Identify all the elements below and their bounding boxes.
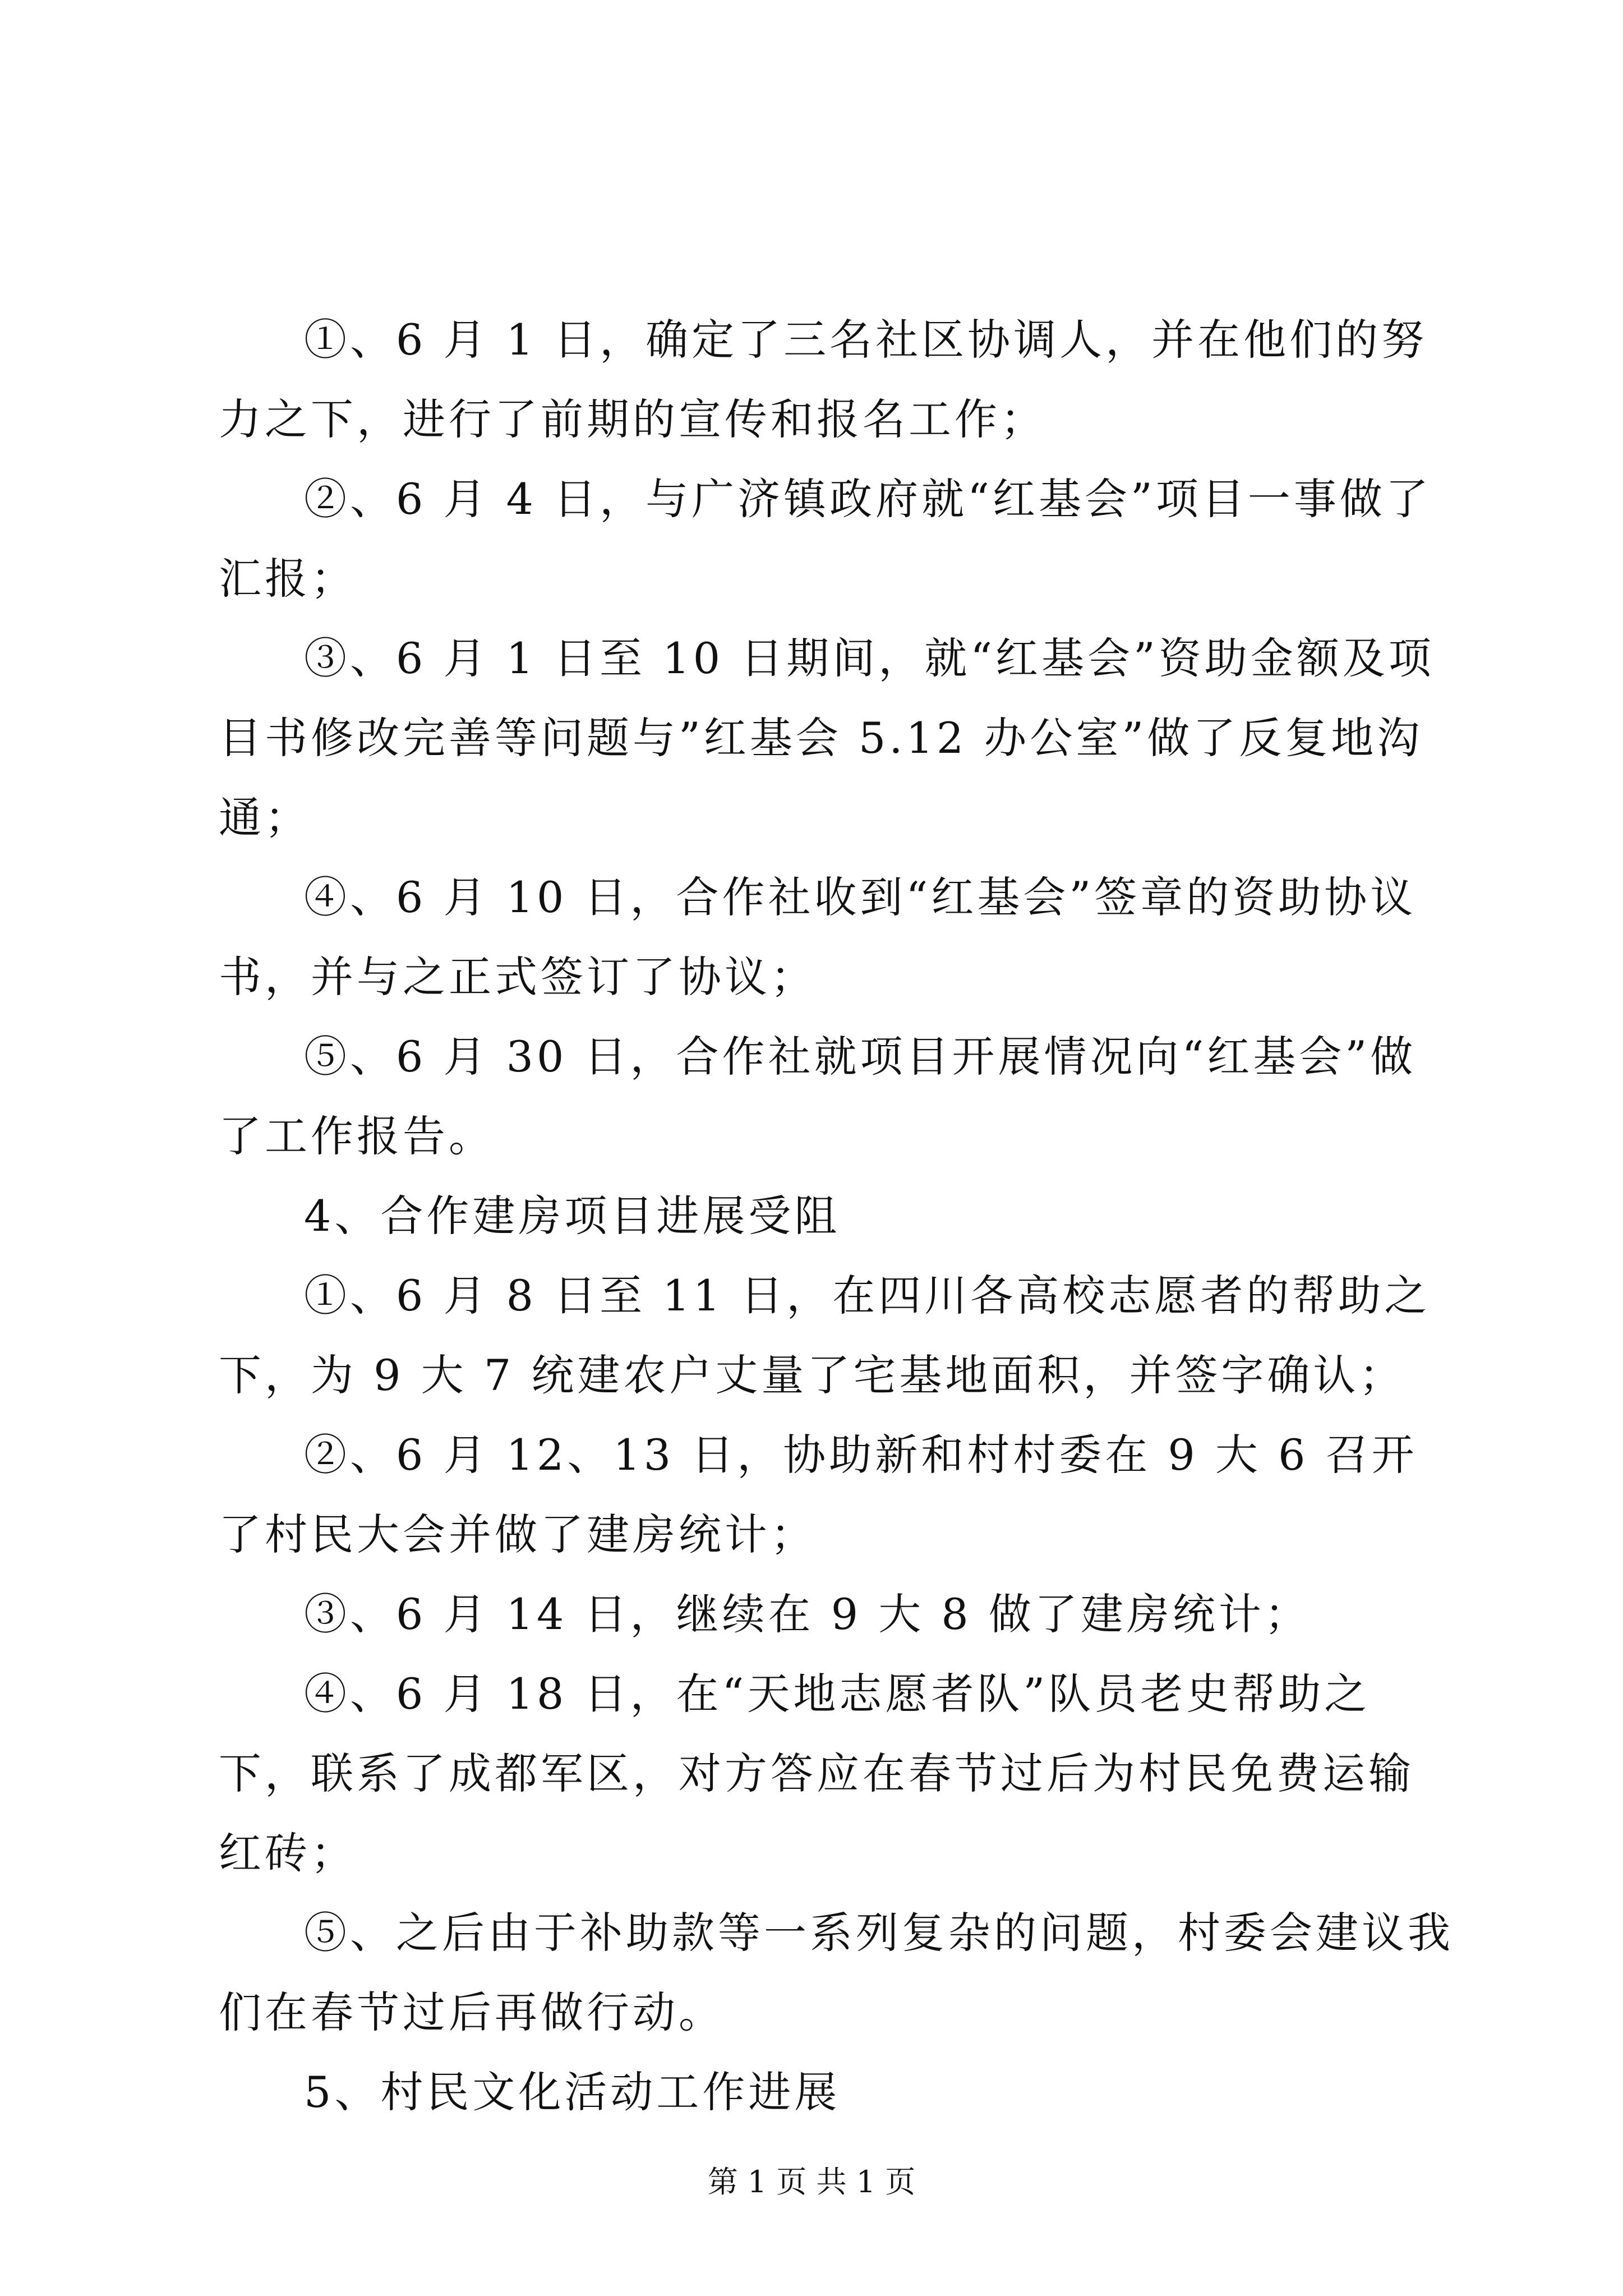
paragraph-3: ③、6 月 1 日至 10 日期间，就“红基会”资助金额及项目书修改完善等问题与”红基会 5.12 办公室”做了反复地沟通； <box>219 633 1435 843</box>
paragraph-4: ④、6 月 10 日，合作社收到“红基会”签章的资助协议书，并与之正式签订了协议； <box>219 872 1417 1002</box>
paragraph-7: ②、6 月 12、13 日，协助新和村村委在 9 大 6 召开了村民大会并做了建房统计； <box>219 1430 1418 1559</box>
page-footer: 第 1 页 共 1 页 <box>707 2164 916 2200</box>
paragraph-10: ⑤、之后由于补助款等一系列复杂的问题，村委会建议我们在春节过后再做行动。 <box>219 1908 1454 2037</box>
paragraph-2: ②、6 月 4 日，与广济镇政府就“红基会”项目一事做了汇报； <box>219 474 1432 604</box>
document-body <box>219 300 1458 2132</box>
section-heading-4: 4、合作建房项目进展受阻 <box>304 1191 841 1241</box>
paragraph-5: ⑤、6 月 30 日，合作社就项目开展情况向“红基会”做了工作报告。 <box>219 1032 1417 1161</box>
section-heading-5: 5、村民文化活动工作进展 <box>304 2067 841 2117</box>
paragraph-9: ④、6 月 18 日，在“天地志愿者队”队员老史帮助之下，联系了成都军区，对方答应在春节过后为村民免费运输红砖； <box>219 1669 1414 1878</box>
paragraph-6: ①、6 月 8 日至 11 日，在四川各高校志愿者的帮助之下，为 9 大 7 统建农户丈量了宅基地面积，并签字确认； <box>219 1271 1431 1400</box>
paragraph-8: ③、6 月 14 日，继续在 9 大 8 做了建房统计； <box>304 1589 1311 1639</box>
paragraph-1: ①、6 月 1 日，确定了三名社区协调人，并在他们的努力之下，进行了前期的宣传和报名工作； <box>219 315 1428 444</box>
